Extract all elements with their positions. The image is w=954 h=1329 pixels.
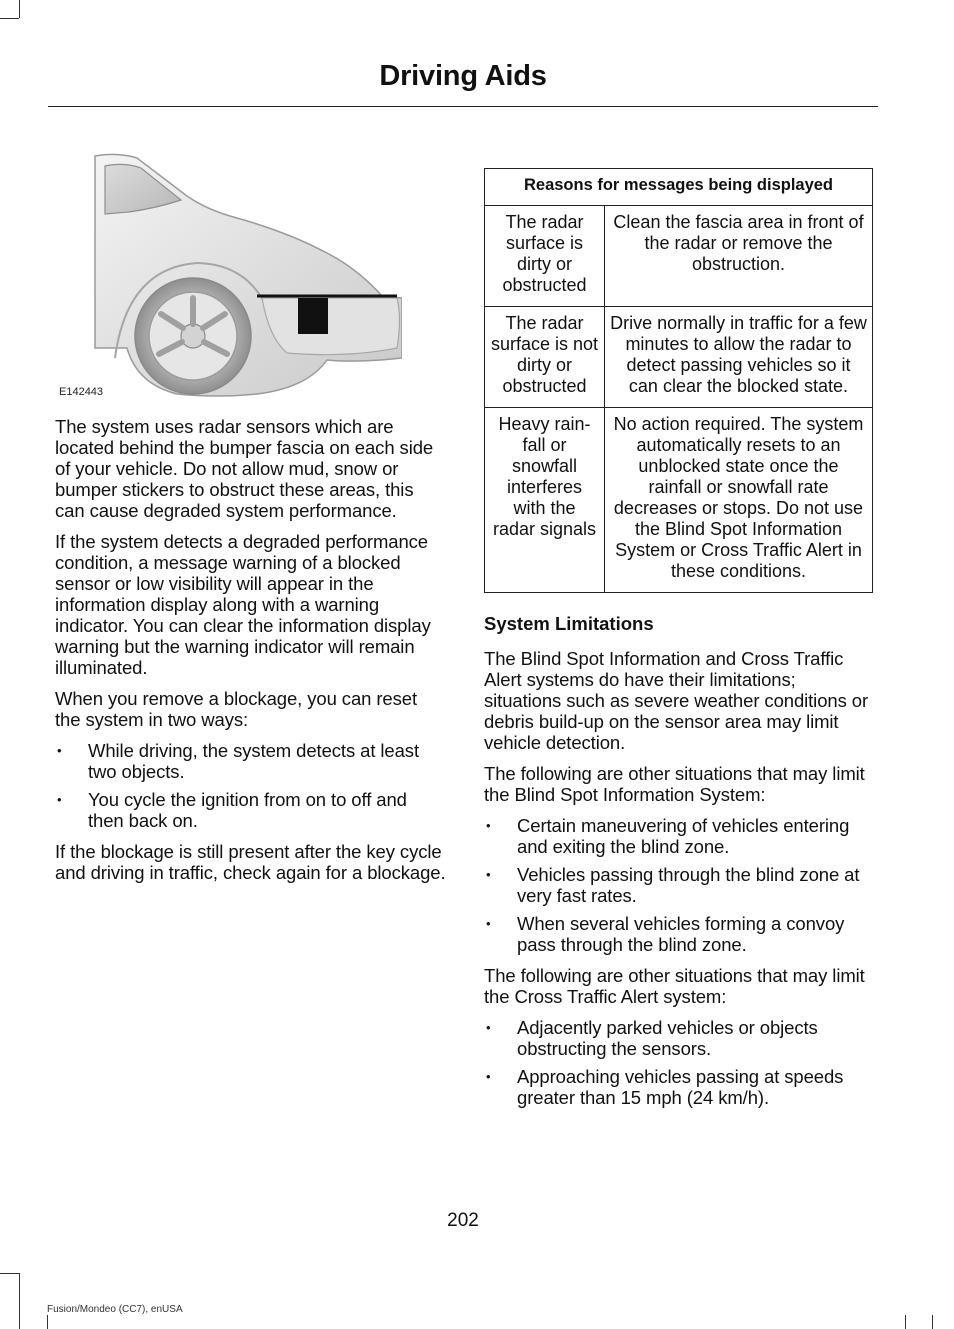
action-cell: Clean the fascia area in front of the radar or remove the obstruction. [605, 206, 873, 307]
list-item: • When several vehicles forming a convoy pass through the blind zone. [484, 913, 874, 955]
crop-mark [932, 1315, 933, 1329]
action-cell: Drive normally in traffic for a few minutes to allow the radar to detect passing vehicles so it can clear the blocked state. [605, 307, 873, 408]
crop-mark [905, 1315, 906, 1329]
crop-mark [19, 1273, 20, 1329]
title-rule [48, 106, 878, 107]
reason-cell: The radar surface is not dirty or obstructed [485, 307, 605, 408]
paragraph: The system uses radar sensors which are located behind the bumper fascia on each side of your vehicle. Do not allow mud, snow or bumper stickers to obstruct these areas, this can cause degraded system performance. [55, 416, 434, 521]
bullet-list [484, 815, 874, 955]
table-row [485, 408, 873, 593]
car-rear-quarter-icon [57, 148, 402, 398]
list-item: • Certain maneuvering of vehicles entering and exiting the blind zone. [484, 815, 874, 857]
list-item: • Adjacently parked vehicles or objects obstructing the sensors. [484, 1017, 874, 1059]
list-item: • You cycle the ignition from on to off and then back on. [55, 789, 447, 831]
bullet-list [484, 1017, 874, 1108]
paragraph: If the system detects a degraded performance condition, a message warning of a blocked sensor or low visibility will appear in the information display along with a warning indicator. You can clear the information display warning but the warning indicator will remain illuminated. [55, 531, 431, 678]
table-row [485, 206, 873, 307]
crop-mark [0, 1273, 19, 1274]
table-header: Reasons for messages being displayed [485, 169, 873, 206]
right-column [484, 168, 874, 1118]
left-column [55, 148, 447, 893]
crop-mark [47, 1315, 48, 1329]
vehicle-rear-illustration [57, 148, 402, 398]
list-item: • While driving, the system detects at least two objects. [55, 740, 447, 782]
page-title: Driving Aids [379, 60, 547, 92]
paragraph: The Blind Spot Information and Cross Traffic Alert systems do have their limitations; situations such as severe weather conditions or debris build-up on the sensor area may limit vehicle detection. [484, 648, 869, 753]
list-item: • Vehicles passing through the blind zone at very fast rates. [484, 864, 874, 906]
paragraph: If the blockage is still present after the key cycle and driving in traffic, check again for a blockage. [55, 841, 446, 883]
paragraph: When you remove a blockage, you can reset the system in two ways: [55, 688, 417, 730]
page-number: 202 [447, 1210, 479, 1231]
paragraph: The following are other situations that may limit the Cross Traffic Alert system: [484, 965, 865, 1007]
reason-cell: Heavy rain-fall or snowfall interferes with the radar signals [485, 408, 605, 593]
paragraph: The following are other situations that may limit the Blind Spot Information System: [484, 763, 865, 805]
crop-mark [0, 18, 19, 19]
figure-code: E142443 [59, 386, 104, 398]
footer-text: Fusion/Mondeo (CC7), enUSA [47, 1304, 183, 1315]
action-cell: No action required. The system automatically resets to an unblocked state once the rainfall or snowfall rate decreases or stops. Do not use the Blind Spot Information System or Cross Traffic Alert in these conditions. [605, 408, 873, 593]
list-item: • Approaching vehicles passing at speeds greater than 15 mph (24 km/h). [484, 1066, 874, 1108]
section-heading: System Limitations [484, 613, 654, 634]
messages-table [484, 168, 873, 593]
bullet-list [55, 740, 447, 831]
reason-cell: The radar surface is dirty or obstructed [485, 206, 605, 307]
table-row [485, 307, 873, 408]
crop-mark [19, 0, 20, 18]
